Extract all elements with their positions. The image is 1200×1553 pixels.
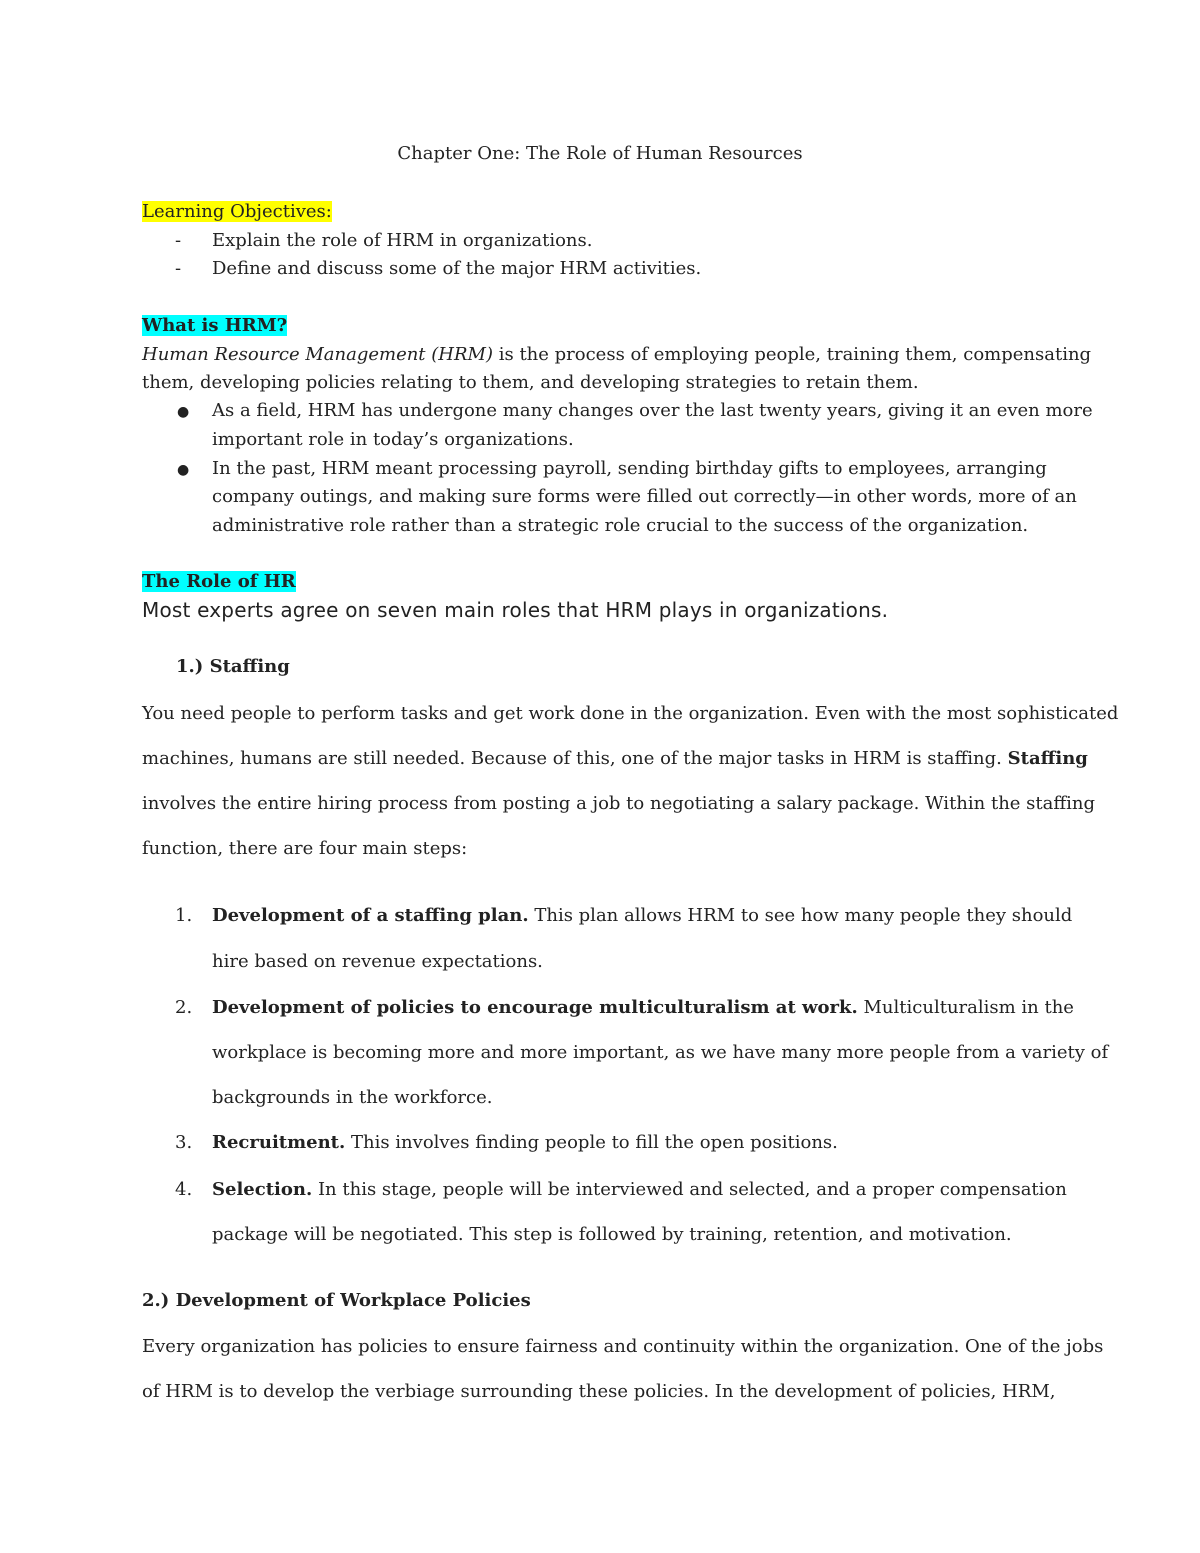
hrm-definition-line: them, developing policies relating to them, and developing strategies to retain them. xyxy=(142,372,919,393)
bullet-text: In the past, HRM meant processing payroll, sending birthday gifts to employees, arranging xyxy=(212,458,1047,479)
step-text: This involves finding people to fill the open positions. xyxy=(345,1132,838,1153)
staffing-paragraph-line: function, there are four main steps: xyxy=(142,838,468,859)
step-title: Development of policies to encourage multiculturalism at work. xyxy=(212,997,858,1018)
step-line: hire based on revenue expectations. xyxy=(212,951,543,972)
page-title: Chapter One: The Role of Human Resources xyxy=(397,143,803,164)
staffing-heading-text: 1.) Staffing xyxy=(176,656,290,677)
objective-item: Define and discuss some of the major HRM activities. xyxy=(212,258,702,279)
bullet-icon: ● xyxy=(177,404,190,420)
role-of-hr-intro: Most experts agree on seven main roles that HRM plays in organizations. xyxy=(142,598,889,622)
step-line xyxy=(212,904,1072,928)
hrm-term: Human Resource Management (HRM) xyxy=(142,344,493,365)
step-number: 4. xyxy=(175,1179,193,1200)
workplace-policies-heading-text: 2.) Development of Workplace Policies xyxy=(142,1290,531,1311)
step-text: This plan allows HRM to see how many people they should xyxy=(528,905,1073,926)
learning-objectives-heading xyxy=(142,200,332,224)
step-text: In this stage, people will be interviewed and selected, and a proper compensation xyxy=(312,1179,1067,1200)
step-line xyxy=(212,1131,838,1155)
step-title: Recruitment. xyxy=(212,1132,346,1153)
role-of-hr-heading xyxy=(142,570,296,594)
bullet-icon: ● xyxy=(177,462,190,478)
role-of-hr-label: The Role of HR xyxy=(142,571,296,592)
objective-marker: - xyxy=(175,258,182,279)
workplace-policies-paragraph-line: Every organization has policies to ensure fairness and continuity within the organization. One of the jobs xyxy=(142,1336,1104,1357)
objective-marker: - xyxy=(175,230,182,251)
step-number: 1. xyxy=(175,905,193,926)
objective-item: Explain the role of HRM in organizations. xyxy=(212,230,593,251)
step-number: 2. xyxy=(175,997,193,1018)
learning-objectives-label: Learning Objectives: xyxy=(142,201,332,222)
bullet-text: administrative role rather than a strategic role crucial to the success of the organization. xyxy=(212,515,1029,536)
what-is-hrm-heading xyxy=(142,314,287,338)
step-number: 3. xyxy=(175,1132,193,1153)
bullet-text: company outings, and making sure forms were filled out correctly—in other words, more of an xyxy=(212,486,1077,507)
staffing-heading xyxy=(176,655,290,679)
bullet-text: important role in today’s organizations. xyxy=(212,429,574,450)
staffing-paragraph-line xyxy=(142,747,1088,771)
step-line xyxy=(212,996,1074,1020)
step-line: workplace is becoming more and more important, as we have many more people from a variety of xyxy=(212,1042,1109,1063)
staffing-paragraph-text: machines, humans are still needed. Because of this, one of the major tasks in HRM is staffing. xyxy=(142,748,1008,769)
hrm-definition-line xyxy=(142,343,1091,367)
step-line xyxy=(212,1178,1067,1202)
step-line: backgrounds in the workforce. xyxy=(212,1087,493,1108)
step-text: Multiculturalism in the xyxy=(857,997,1074,1018)
staffing-paragraph-line: You need people to perform tasks and get work done in the organization. Even with the most sophisticated xyxy=(142,703,1119,724)
step-title: Selection. xyxy=(212,1179,313,1200)
step-line: package will be negotiated. This step is followed by training, retention, and motivation. xyxy=(212,1224,1012,1245)
workplace-policies-heading xyxy=(142,1289,531,1313)
staffing-paragraph-line: involves the entire hiring process from posting a job to negotiating a salary package. Within the staffing xyxy=(142,793,1096,814)
what-is-hrm-label: What is HRM? xyxy=(142,315,288,336)
staffing-term: Staffing xyxy=(1007,748,1088,769)
bullet-text: As a field, HRM has undergone many changes over the last twenty years, giving it an even more xyxy=(212,400,1093,421)
step-title: Development of a staffing plan. xyxy=(212,905,529,926)
hrm-definition-text: is the process of employing people, training them, compensating xyxy=(493,344,1092,365)
workplace-policies-paragraph-line: of HRM is to develop the verbiage surrounding these policies. In the development of policies, HRM, xyxy=(142,1381,1056,1402)
